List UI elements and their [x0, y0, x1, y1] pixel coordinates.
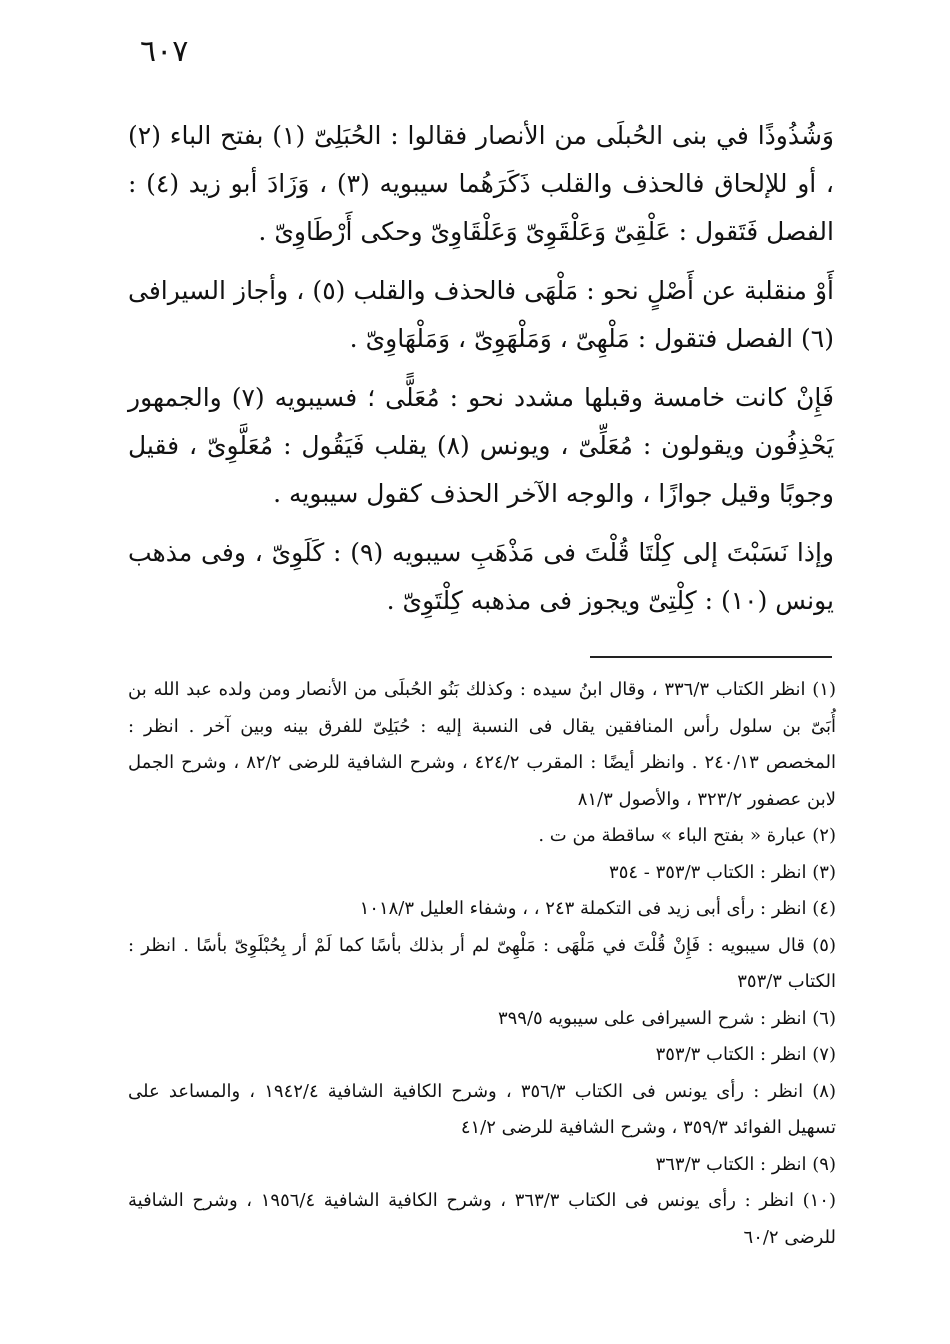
footnote: (١) انظر الكتاب ٣٣٦/٣ ، وقال ابنُ سيده : وكذلك بَنُو الحُبلَى من الأنصار ومن ولده عبد الله بن أُبَىّ بن سلول رأس المنافقين يقال فى النسبة إليه : حُبَلِىّ للفرق بينه وبين آخر . انظر : المخصص ٢٤٠/١٣ . وانظر أيضًا : المقرب ٤٢٤/٢ ، وشرح الشافية للرضى ٨٢/٢ ، وشرح الجمل لابن عصفور ٣٢٣/٢ ، والأصول ٨١/٣	[128, 679, 836, 810]
footnote: (٥) قال سيبويه : فَإِنْ قُلْتَ في مَلْهَى : مَلْهِىّ لم أر بذلك بأسًا كما لَمْ أر بِحُبْلَوِىّ بأسًا . انظر : الكتاب ٣٥٣/٣	[128, 934, 836, 992]
footnote: (٣) انظر : الكتاب ٣٥٣/٣ - ٣٥٤	[609, 861, 836, 883]
paragraph: وَشُذُوذًا في بنى الحُبلَى من الأنصار فقالوا : الحُبَلِىّ (١) بفتح الباء (٢) ، أو للإلحاق فالحذف والقلب ذَكَرَهُما سيبويه (٣) ، وَزَادَ أبو زيد (٤) : الفصل فَتَقول : عَلْقِىّ وَعَلْقَوِىّ وَعَلْقَاوِىّ وحكى أَرْطَاوِىّ .	[128, 121, 834, 246]
paragraph: وإذا نَسَبْتَ إلى كِلْتَا قُلْتَ فى مَذْهَبِ سيبويه (٩) : كَلَوِىّ ، وفى مذهب يونس (١٠) : كِلْتِىّ ويجوز فى مذهبه كِلْتَوِىّ .	[128, 538, 834, 615]
paragraph: فَإِنْ كانت خامسة وقبلها مشدد نحو : مُعَلًّى ؛ فسيبويه (٧) والجمهور يَحْذِفُون ويقولون : مُعَلِّىّ ، ويونس (٨) يقلب فَيَقُول : مُعَلَّوِىّ ، فقيل وجوبًا وقيل جوازًا ، والوجه الآخر الحذف كقول سيبويه .	[128, 383, 834, 508]
paragraph: أَوْ منقلبة عن أَصْلٍ نحو : مَلْهَى فالحذف والقلب (٥) ، وأجاز السيرافى (٦) الفصل فتقول : مَلْهِىّ ، وَمَلْهَوِىّ ، وَمَلْهَاوِىّ .	[128, 276, 835, 353]
footnote: (٩) انظر : الكتاب ٣٦٣/٣	[655, 1153, 836, 1175]
footnote: (٦) انظر : شرح السيرافى على سيبويه ٣٩٩/٥	[497, 1007, 836, 1029]
footnote: (٧) انظر : الكتاب ٣٥٣/٣	[655, 1044, 836, 1065]
page-number: ٦٠٧	[140, 34, 189, 69]
footnotes	[128, 672, 836, 1256]
main-text	[128, 112, 834, 636]
footnote: (٤) انظر : رأى أبى زيد فى التكملة ٢٤٣ ، ، وشفاء العليل ١٠١٨/٣	[359, 898, 836, 919]
footnote: (٨) انظر : رأى يونس فى الكتاب ٣٥٦/٣ ، وشرح الكافية الشافية ١٩٤٢/٤ ، والمساعد على تسهيل الفوائد ٣٥٩/٣ ، وشرح الشافية للرضى ٤١/٢	[128, 1080, 836, 1138]
footnote: (١٠) انظر : رأى يونس فى الكتاب ٣٦٣/٣ ، وشرح الكافية الشافية ١٩٥٦/٤ ، وشرح الشافية للرضى ٦٠/٢	[128, 1190, 836, 1248]
footnote: (٢) عبارة « بفتح الباء » ساقطة من ت .	[538, 825, 836, 846]
footnote-divider	[590, 656, 832, 658]
